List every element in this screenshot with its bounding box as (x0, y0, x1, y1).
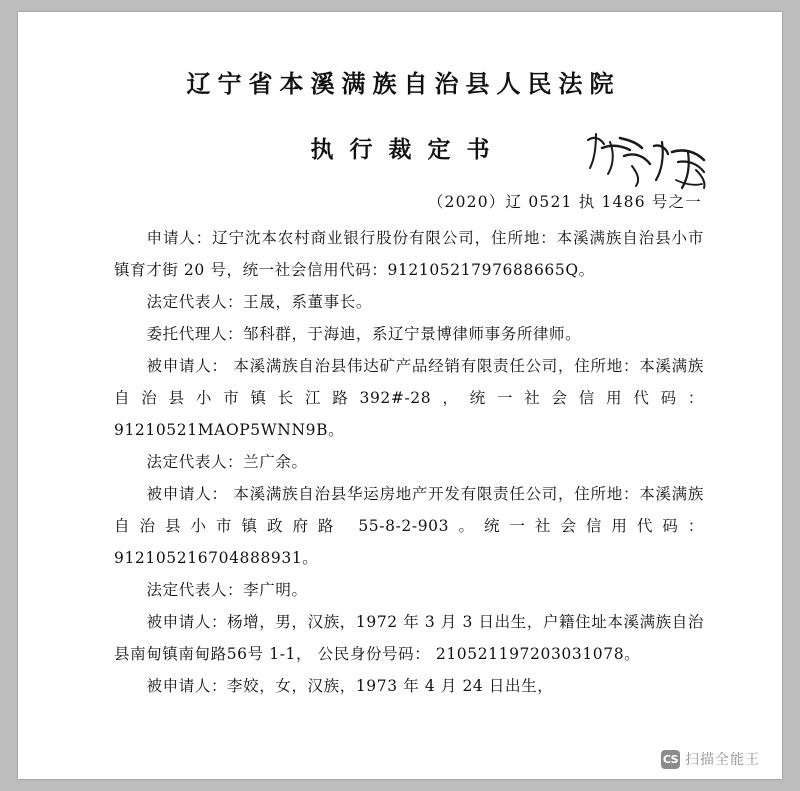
watermark-label: 扫描全能王 (685, 752, 760, 768)
paragraph: 申请人：辽宁沈本农村商业银行股份有限公司，住所地：本溪满族自治县小市镇育才街 20 号，统一社会信用代码：91210521797688665Q。 (114, 229, 704, 279)
camscanner-logo-icon: CS (661, 750, 680, 769)
paragraph: 法定代表人：兰广余。 (146, 453, 308, 471)
paragraph: 被申请人：李姣，女，汉族，1973 年 4 月 24 日出生， (146, 677, 554, 695)
paragraph: 被申请人： 本溪满族自治县伟达矿产品经销有限责任公司，住所地：本溪满族自治县小市镇长江路392#-28，统一社会信用代码： 91210521MAOP5WNN9B。 (114, 357, 704, 439)
paragraph: 委托代理人：邹科群，于海迪，系辽宁景博律师事务所律师。 (146, 325, 582, 343)
document-paper (18, 12, 782, 779)
case-number: （2020）辽 0521 执 1486 号之一 (427, 193, 702, 211)
paragraph: 被申请人： 本溪满族自治县华运房地产开发有限责任公司，住所地：本溪满族自治县小市镇政府路 55-8-2-903。统一社会信用代码： 912105216704888931。 (114, 485, 704, 567)
court-title: 辽宁省本溪满族自治县人民法院 (186, 69, 621, 98)
scanner-watermark (661, 749, 760, 769)
document-paragraphs (18, 222, 782, 702)
page-title: 执行裁定书 (310, 136, 506, 163)
paragraph: 法定代表人：李广明。 (146, 581, 308, 599)
document-body (18, 12, 782, 779)
paragraph: 法定代表人：王晟，系董事长。 (146, 293, 372, 311)
paragraph: 被申请人：杨增，男，汉族，1972 年 3 月 3 日出生，户籍住址本溪满族自治县南甸镇南甸路56号 1-1， 公民身份号码： 210521197203031078。 (114, 613, 704, 663)
